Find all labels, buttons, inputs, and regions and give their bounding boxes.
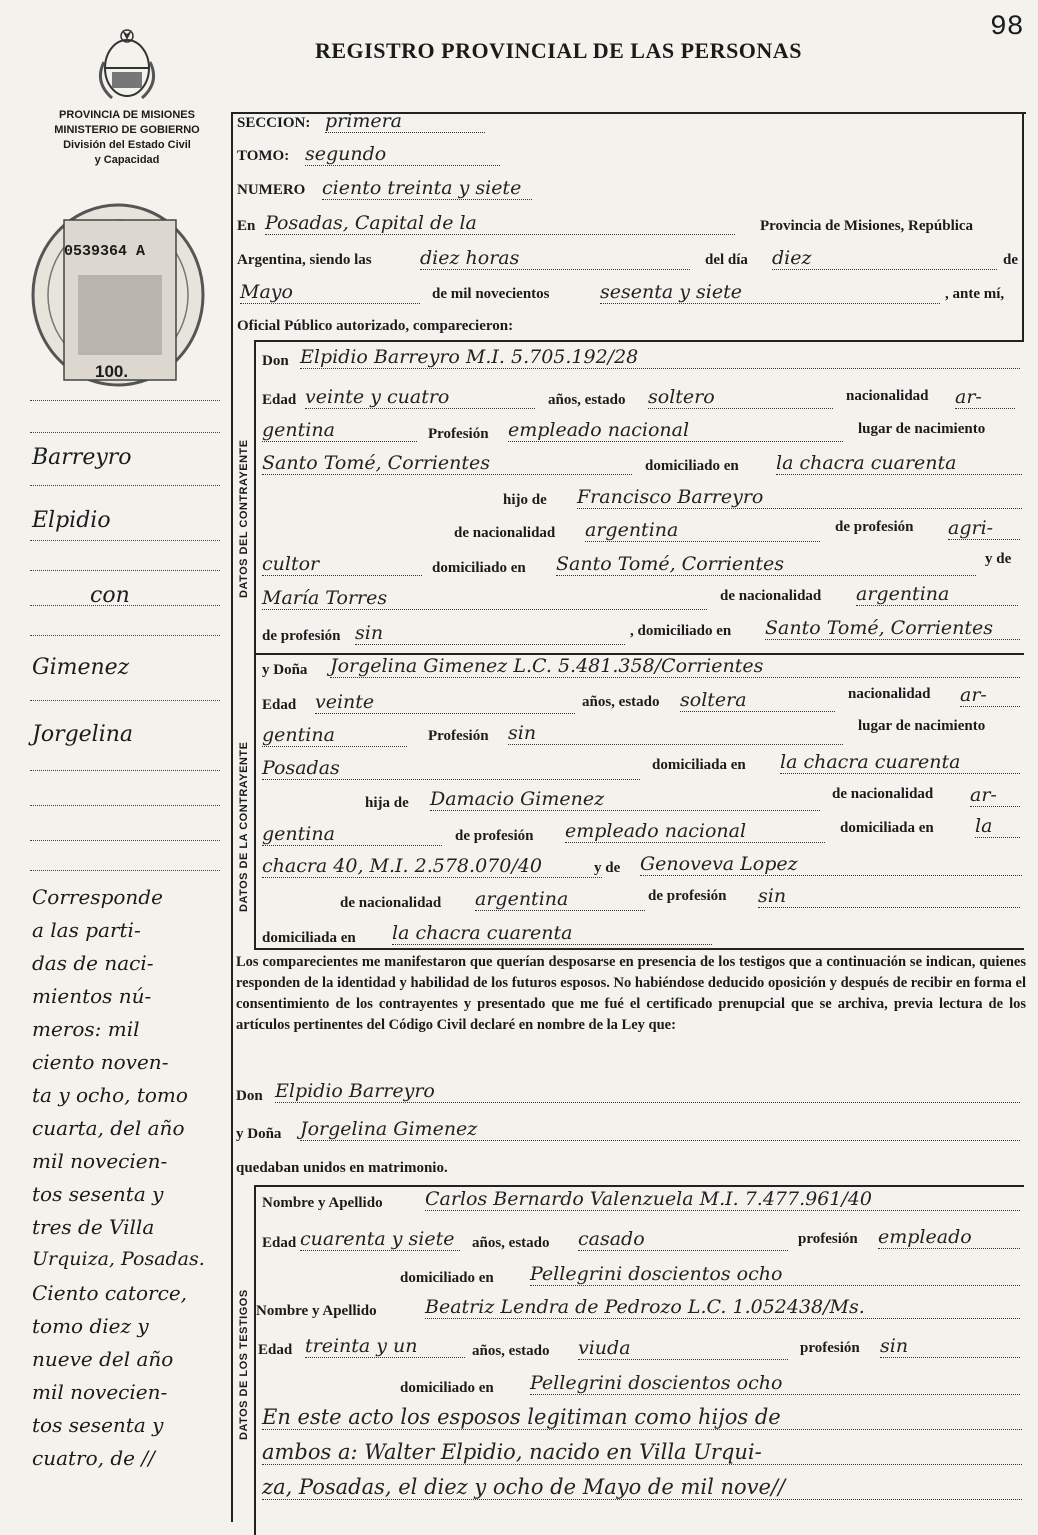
section-rule	[254, 1185, 1024, 1187]
t2-nombre-label: Nombre y Apellido	[256, 1303, 377, 1319]
argentina-text: Argentina, siendo las	[237, 252, 372, 268]
t1-nombre: Carlos Bernardo Valenzuela M.I. 7.477.961/40	[425, 1188, 1020, 1211]
en-label: En	[237, 218, 256, 234]
contrayente-madre: María Torres	[262, 587, 707, 610]
mes-value: Mayo	[240, 281, 420, 304]
edad-label: Edad	[262, 392, 297, 408]
contrayente-nacionalidad: ar-	[955, 386, 1015, 409]
domiciliada-label: domiciliada en	[652, 757, 746, 773]
province-line: División del Estado Civil	[63, 139, 191, 151]
contrayente-padre-nac: argentina	[585, 519, 820, 542]
side-label-contrayente: DATOS DEL CONTRAYENTE	[238, 439, 250, 598]
profesion-label: Profesión	[428, 426, 489, 442]
contrayenta-estado: soltera	[680, 689, 835, 712]
margin-dotted-line	[30, 840, 220, 841]
don-label: Don	[262, 353, 289, 369]
margin-note: cuatro, de //	[32, 1446, 155, 1470]
contrayenta-domicilio: la chacra cuarenta	[780, 751, 1020, 774]
del-dia-label: del día	[705, 252, 748, 268]
t1-dom: Pellegrini doscientos ocho	[530, 1263, 1020, 1286]
margin-note: con	[90, 583, 130, 608]
margin-dotted-line	[30, 540, 220, 541]
contrayente-madre-nac: argentina	[856, 583, 1018, 606]
t1-estado: casado	[578, 1228, 788, 1251]
numero-value: ciento treinta y siete	[322, 177, 532, 200]
provincia-text: Provincia de Misiones, República	[760, 218, 974, 234]
nacionalidad-label: nacionalidad	[846, 388, 929, 404]
declaration-paragraph: Los comparecientes me manifestaron que querían desposarse en presencia de los testigos que a continuación se indican, quienes responden de la identidad y habilidad de los futuros esposos. No habiéndose deducido oposición y después de recibir en forma el consentimiento de los contrayentes y presentado que me fué el certificado prenupcial que se archiva, previa lectura de los artículos pertinentes del Código Civil declaré en nombre de la Ley que:	[236, 954, 1026, 1033]
province-line: PROVINCIA DE MISIONES	[59, 109, 195, 121]
section-rule	[254, 948, 1024, 950]
anos-estado-label: años, estado	[548, 392, 626, 408]
t2-dom-label: domiciliado en	[400, 1380, 494, 1396]
margin-note: tos sesenta y	[32, 1413, 164, 1437]
contrayenta-padre-nac: gentina	[262, 823, 442, 846]
dia-value: diez	[772, 247, 997, 270]
province-line: y Capacidad	[94, 154, 160, 166]
contrayenta-profesion: sin	[508, 722, 843, 745]
t2-edad-label: Edad	[258, 1342, 293, 1358]
t1-edad-label: Edad	[262, 1235, 297, 1251]
madre-dom-label: , domiciliado en	[630, 623, 732, 639]
madre-dom-label: domiciliada en	[262, 930, 356, 946]
right-border	[1022, 112, 1024, 342]
anos-estado-label: años, estado	[582, 694, 660, 710]
tomo-label: TOMO:	[237, 148, 290, 164]
t1-nombre-label: Nombre y Apellido	[262, 1195, 383, 1211]
dona-label: y Doña	[262, 662, 308, 678]
contrayenta-padre-prof: empleado nacional	[565, 820, 825, 843]
hija-label: hija de	[365, 795, 409, 811]
stamp-number: 0539364 A	[64, 243, 146, 260]
margin-dotted-line	[30, 432, 220, 433]
oficial-text: Oficial Público autorizado, comparecieron:	[237, 318, 514, 334]
t2-anos-estado: años, estado	[472, 1343, 550, 1359]
t1-profesion-label: profesión	[798, 1231, 858, 1247]
margin-note: ciento noven-	[32, 1050, 169, 1074]
margin-note: Elpidio	[32, 508, 111, 533]
contrayenta-madre-prof: sin	[758, 885, 1020, 908]
stamp-value: 100.	[95, 362, 129, 381]
contrayente-padre: Francisco Barreyro	[577, 486, 1022, 509]
margin-dotted-line	[30, 635, 220, 636]
contrayente-padre-prof: agri-	[948, 517, 1020, 540]
contrayente-nacionalidad: gentina	[262, 419, 417, 442]
section-border	[254, 340, 256, 950]
margin-dotted-line	[30, 400, 220, 401]
t2-edad: treinta y un	[305, 1335, 465, 1358]
margin-note: mil novecien-	[32, 1380, 168, 1404]
contrayenta-padre-dom: la	[975, 815, 1020, 838]
t1-dom-label: domiciliado en	[400, 1270, 494, 1286]
contrayenta-nacionalidad: ar-	[960, 684, 1020, 707]
margin-note: Jorgelina	[32, 722, 134, 747]
de-nacionalidad-label: de nacionalidad	[832, 786, 934, 802]
margin-note: nueve del año	[32, 1347, 174, 1371]
margin-note: Urquiza, Posadas.	[32, 1248, 205, 1270]
decl-dona-label: y Doña	[236, 1126, 282, 1142]
margin-note: tomo diez y	[32, 1314, 149, 1338]
margin-note: tres de Villa	[32, 1215, 155, 1239]
contrayenta-padre-dom: chacra 40, M.I. 2.578.070/40	[262, 855, 602, 878]
contrayente-edad: veinte y cuatro	[305, 386, 535, 409]
margin-note: ta y ocho, tomo	[32, 1083, 188, 1107]
y-de-label: y de	[985, 551, 1012, 567]
madre-nac-label: de nacionalidad	[720, 588, 822, 604]
anio-value: sesenta y siete	[600, 281, 940, 304]
note-line: ambos a: Walter Elpidio, nacido en Villa Urqui-	[262, 1440, 1022, 1465]
padre-dom-label: domiciliada en	[840, 820, 934, 836]
decl-don-value: Elpidio Barreyro	[275, 1080, 1020, 1103]
margin-note: a las parti-	[32, 918, 141, 942]
contrayenta-nacionalidad: gentina	[262, 724, 407, 747]
padre-dom-label: domiciliado en	[432, 560, 526, 576]
lugar-nac-label: lugar de nacimiento	[858, 421, 986, 437]
margin-dotted-line	[30, 485, 220, 486]
margin-dotted-line	[30, 805, 220, 806]
contrayenta-lugar-nac: Posadas	[262, 757, 640, 780]
margin-note: mil novecien-	[32, 1149, 168, 1173]
anio-label: de mil novecientos	[432, 286, 550, 302]
margin-note: meros: mil	[32, 1017, 140, 1041]
margin-note: das de naci-	[32, 951, 154, 975]
contrayente-lugar-nac: Santo Tomé, Corrientes	[262, 452, 632, 475]
side-label-testigos: DATOS DE LOS TESTIGOS	[238, 1289, 250, 1440]
contrayenta-madre-nac: argentina	[475, 888, 645, 911]
coat-of-arms-icon	[92, 22, 162, 104]
contrayente-madre-dom: Santo Tomé, Corrientes	[765, 617, 1020, 640]
domiciliado-label: domiciliado en	[645, 458, 739, 474]
contrayente-padre-dom: Santo Tomé, Corrientes	[556, 553, 976, 576]
contrayenta-madre: Genoveva Lopez	[640, 853, 1022, 876]
madre-nac-label: de nacionalidad	[340, 895, 442, 911]
margin-dotted-line	[30, 570, 220, 571]
ante-mi-text: , ante mí,	[945, 286, 1005, 302]
t2-profesion-label: profesión	[800, 1340, 860, 1356]
province-line: MINISTERIO DE GOBIERNO	[54, 124, 200, 136]
margin-dotted-line	[30, 700, 220, 701]
margin-note: cuarta, del año	[32, 1116, 185, 1140]
contrayenta-padre-nac: ar-	[970, 784, 1020, 807]
margin-note: Barreyro	[32, 445, 132, 470]
hora-value: diez horas	[420, 247, 690, 270]
document-title: REGISTRO PROVINCIAL DE LAS PERSONAS	[315, 38, 802, 63]
note-line: En este acto los esposos legitiman como hijos de	[262, 1405, 1022, 1430]
margin-note: Corresponde	[32, 885, 163, 909]
t1-edad: cuarenta y siete	[300, 1228, 460, 1251]
profesion-label: Profesión	[428, 728, 489, 744]
contrayenta-padre: Damacio Gimenez	[430, 788, 820, 811]
tomo-value: segundo	[305, 143, 500, 166]
t2-estado: viuda	[578, 1337, 788, 1360]
contrayente-domicilio: la chacra cuarenta	[776, 452, 1022, 475]
t1-anos-estado: años, estado	[472, 1235, 550, 1251]
contrayenta-nombre: Jorgelina Gimenez L.C. 5.481.358/Corrientes	[330, 655, 1020, 678]
contrayente-padre-prof: cultor	[262, 553, 422, 576]
nacionalidad-label: nacionalidad	[848, 686, 931, 702]
section-border	[254, 1185, 256, 1535]
quedaban-text: quedaban unidos en matrimonio.	[236, 1160, 448, 1176]
margin-dotted-line	[30, 870, 220, 871]
note-line: za, Posadas, el diez y ocho de Mayo de mil nove//	[262, 1475, 1022, 1500]
hijo-label: hijo de	[503, 492, 547, 508]
side-label-contrayente-f: DATOS DE LA CONTRAYENTE	[238, 741, 250, 912]
de-profesion-label: de profesión	[455, 828, 534, 844]
margin-note: Gimenez	[32, 655, 130, 680]
margin-dotted-line	[30, 770, 220, 771]
margin-note: tos sesenta y	[32, 1182, 164, 1206]
madre-prof-label: de profesión	[648, 888, 727, 904]
de-label: de	[1003, 252, 1018, 268]
margin-note: mientos nú-	[32, 984, 152, 1008]
edad-label: Edad	[262, 697, 297, 713]
lugar-value: Posadas, Capital de la	[265, 212, 735, 235]
margin-note: Ciento catorce,	[32, 1281, 188, 1305]
t2-profesion: sin	[880, 1335, 1020, 1358]
contrayente-madre-prof: sin	[355, 622, 625, 645]
contrayente-profesion: empleado nacional	[508, 419, 843, 442]
decl-dona-value: Jorgelina Gimenez	[300, 1118, 1020, 1141]
t2-dom: Pellegrini doscientos ocho	[530, 1372, 1020, 1395]
y-de-label: y de	[594, 860, 621, 876]
section-rule	[254, 340, 1024, 342]
contrayenta-edad: veinte	[315, 691, 575, 714]
contrayenta-madre-dom: la chacra cuarenta	[392, 922, 712, 945]
decl-don-label: Don	[236, 1088, 263, 1104]
page-number: 98	[990, 12, 1024, 43]
seccion-value: primera	[325, 110, 485, 133]
madre-prof-label: de profesión	[262, 628, 341, 644]
t2-nombre: Beatriz Lendra de Pedrozo L.C. 1.052438/Ms.	[425, 1296, 1020, 1319]
left-border	[231, 112, 233, 1522]
numero-label: NUMERO	[237, 182, 306, 198]
province-header	[22, 108, 232, 168]
t1-profesion: empleado	[878, 1226, 1020, 1249]
lugar-nac-label: lugar de nacimiento	[858, 718, 986, 734]
seccion-label: SECCION:	[237, 115, 311, 131]
contrayente-nombre: Elpidio Barreyro M.I. 5.705.192/28	[300, 346, 1020, 369]
contrayente-estado: soltero	[648, 386, 833, 409]
de-nacionalidad-label: de nacionalidad	[454, 525, 556, 541]
de-profesion-label: de profesión	[835, 519, 914, 535]
